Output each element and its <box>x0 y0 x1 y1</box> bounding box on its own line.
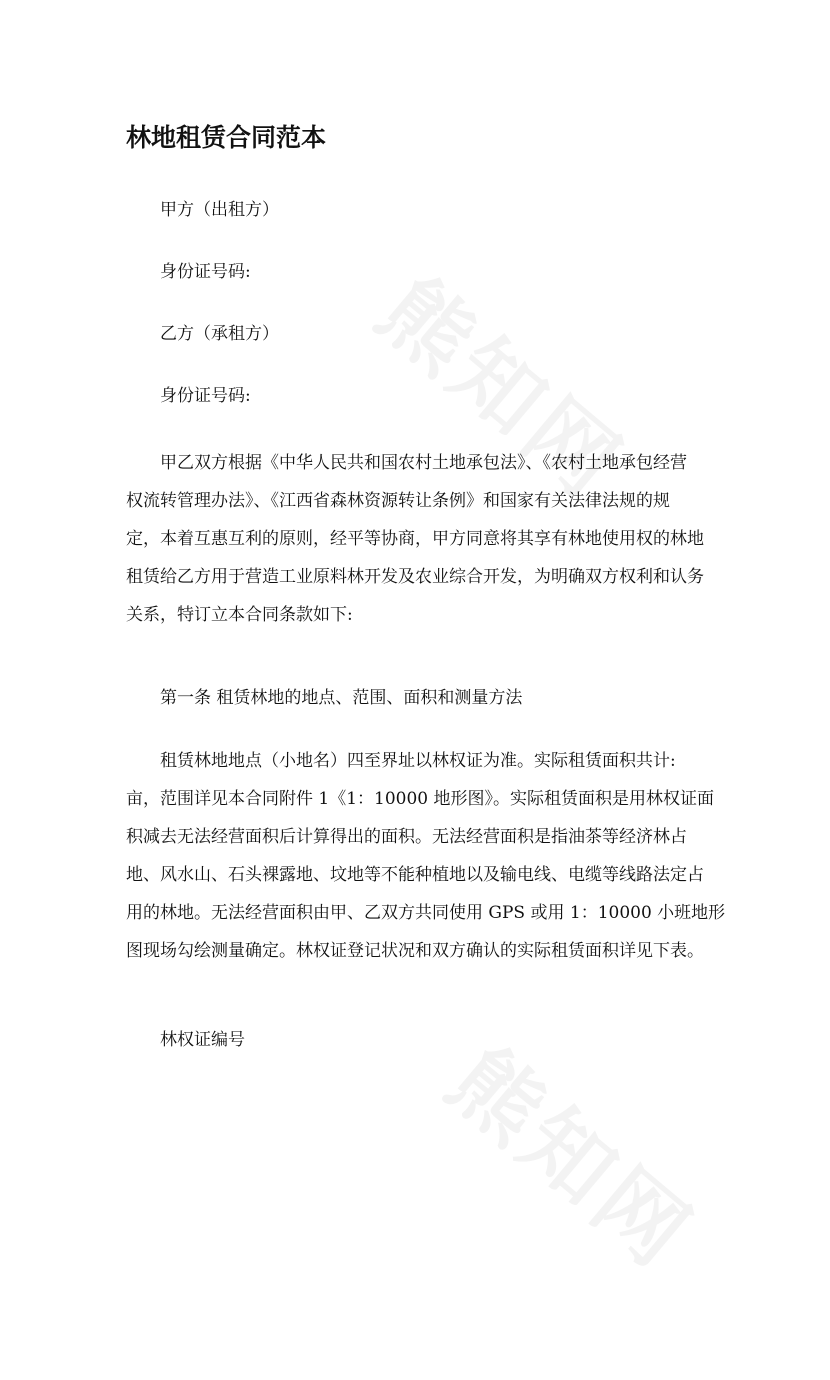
preamble-line: 甲乙双方根据《中华人民共和国农村土地承包法》、《农村土地承包经营 <box>126 453 687 473</box>
watermark-bottom <box>353 1015 706 1366</box>
article1-line: 图现场勾绘测量确定。林权证登记状况和双方确认的实际租赁面积详见下表。 <box>126 941 704 961</box>
party-a-label: 甲方（出租方） <box>160 200 279 220</box>
article1-line: 积减去无法经营面积后计算得出的面积。无法经营面积是指油茶等经济林占 <box>126 827 687 847</box>
article1-heading: 第一条 租赁林地的地点、范围、面积和测量方法 <box>160 688 523 708</box>
article1-paragraph <box>126 742 726 970</box>
forest-cert-number-label: 林权证编号 <box>160 1030 245 1050</box>
article1-line: 租赁林地地点（小地名）四至界址以林权证为准。实际租赁面积共计: <box>126 751 676 771</box>
party-b-id-label: 身份证号码: <box>160 386 251 406</box>
document-title: 林地租赁合同范本 <box>126 123 327 152</box>
party-a-id-label: 身份证号码: <box>160 262 251 282</box>
article1-line: 地、风水山、石头裸露地、坟地等不能种植地以及输电线、电缆等线路法定占 <box>126 865 704 885</box>
article1-line: 亩，范围详见本合同附件 1《1：10000 地形图》。实际租赁面积是用林权证面 <box>126 789 715 809</box>
preamble-line: 租赁给乙方用于营造工业原料林开发及农业综合开发，为明确双方权利和认务 <box>126 567 704 587</box>
preamble-paragraph <box>126 444 706 634</box>
party-b-label: 乙方（承租方） <box>160 324 279 344</box>
article1-line: 用的林地。无法经营面积由甲、乙双方共同使用 GPS 或用 1：10000 小班地形 <box>126 903 726 923</box>
preamble-line: 关系，特订立本合同条款如下: <box>126 605 353 625</box>
preamble-line: 定，本着互惠互利的原则，经平等协商，甲方同意将其享有林地使用权的林地 <box>126 529 704 549</box>
preamble-line: 权流转管理办法》、《江西省森林资源转让条例》和国家有关法律法规的规 <box>126 491 670 511</box>
